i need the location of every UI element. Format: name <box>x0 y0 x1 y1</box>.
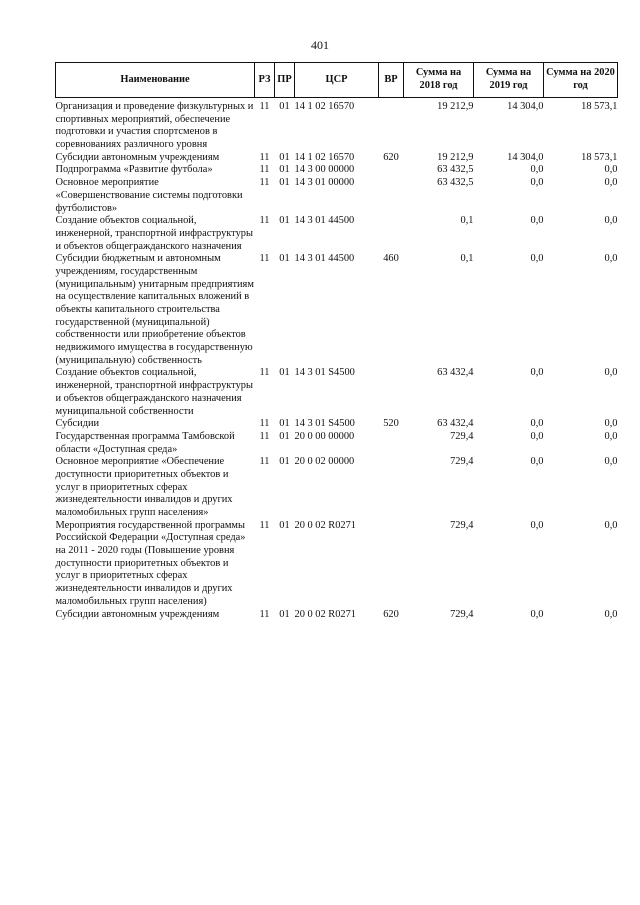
row-vr <box>379 177 404 215</box>
row-csr: 20 0 02 R0271 <box>294 608 356 620</box>
row-sum-2020: 0,0 <box>604 367 618 379</box>
header-2018: Сумма на 2018 год <box>404 63 474 98</box>
row-csr: 20 0 02 00000 <box>294 456 355 468</box>
header-row <box>56 63 618 98</box>
row-vr: 460 <box>383 253 399 265</box>
table-row <box>56 215 618 253</box>
row-csr: 14 3 01 S4500 <box>294 418 355 430</box>
row-sum-2020: 0,0 <box>604 164 618 176</box>
row-vr <box>379 456 404 519</box>
row-rz: 11 <box>259 164 270 176</box>
row-pr: 01 <box>279 430 290 442</box>
row-vr <box>379 367 404 418</box>
row-vr <box>379 164 404 177</box>
row-sum-2019: 0,0 <box>530 608 544 620</box>
row-sum-2020: 0,0 <box>604 253 618 265</box>
row-rz: 11 <box>259 253 270 265</box>
row-vr: 620 <box>383 151 399 163</box>
row-pr: 01 <box>279 456 290 468</box>
table-row <box>56 431 618 456</box>
row-vr: 520 <box>383 418 399 430</box>
row-sum-2020: 18 573,1 <box>581 151 618 163</box>
row-vr <box>379 431 404 456</box>
row-rz: 11 <box>259 177 270 189</box>
row-name: Субсидии автономным учреждениям <box>55 608 220 620</box>
row-pr: 01 <box>279 418 290 430</box>
table-row <box>56 456 618 519</box>
row-csr: 14 1 02 16570 <box>294 151 355 163</box>
header-vr: ВР <box>379 63 404 98</box>
header-2019: Сумма на 2019 год <box>474 63 544 98</box>
header-csr: ЦСР <box>295 63 379 98</box>
row-sum-2018: 729,4 <box>450 430 474 442</box>
row-sum-2018: 0,1 <box>460 253 474 265</box>
row-csr: 20 0 00 00000 <box>294 430 355 442</box>
row-sum-2018: 19 212,9 <box>437 151 474 163</box>
row-csr: 14 3 01 44500 <box>294 215 355 227</box>
row-sum-2018: 0,1 <box>460 215 474 227</box>
row-rz: 11 <box>259 456 270 468</box>
row-rz: 11 <box>259 367 270 379</box>
row-csr: 14 1 02 16570 <box>294 101 355 112</box>
row-sum-2018: 729,4 <box>450 519 474 531</box>
row-rz: 11 <box>259 151 270 163</box>
row-csr: 20 0 02 R0271 <box>294 519 356 531</box>
row-csr: 14 3 01 S4500 <box>294 367 355 379</box>
row-sum-2019: 0,0 <box>530 519 544 531</box>
row-sum-2018: 63 432,5 <box>437 164 474 176</box>
row-sum-2020: 0,0 <box>604 519 618 531</box>
row-vr: 620 <box>383 608 399 620</box>
row-sum-2019: 0,0 <box>530 456 544 468</box>
row-name: Мероприятия государственной программы Российской Федерации «Доступная среда» на 2011 - 2020 годы (Повышение уровня доступности приоритетных объектов и услуг в приоритетных сферах жизнедеятельности инвалидов и других маломобильных групп населения) <box>55 519 246 607</box>
row-sum-2019: 0,0 <box>530 367 544 379</box>
row-name: Субсидии автономным учреждениям <box>55 151 220 163</box>
row-csr: 14 3 01 44500 <box>294 253 355 265</box>
row-sum-2020: 0,0 <box>604 418 618 430</box>
header-pr: ПР <box>275 63 295 98</box>
row-sum-2018: 63 432,5 <box>437 177 474 189</box>
header-name: Наименование <box>56 63 255 98</box>
row-rz: 11 <box>259 519 270 531</box>
row-sum-2019: 0,0 <box>530 430 544 442</box>
row-name: Субсидии <box>55 418 100 430</box>
table-row <box>56 253 618 367</box>
row-name: Создание объектов социальной, инженерной, транспортной инфраструктуры и объектов общегражданского назначения муниципальной собственности <box>55 367 253 417</box>
row-sum-2019: 0,0 <box>530 253 544 265</box>
row-pr: 01 <box>279 253 290 265</box>
row-pr: 01 <box>279 101 290 112</box>
row-csr: 14 3 00 00000 <box>294 164 355 176</box>
row-name: Создание объектов социальной, инженерной, транспортной инфраструктуры и объектов общегражданского назначения <box>55 215 253 252</box>
page-number: 401 <box>311 38 329 52</box>
row-sum-2020: 0,0 <box>604 430 618 442</box>
row-rz: 11 <box>259 215 270 227</box>
budget-table <box>55 62 618 621</box>
row-sum-2019: 14 304,0 <box>507 101 544 112</box>
row-sum-2018: 729,4 <box>450 608 474 620</box>
row-pr: 01 <box>279 215 290 227</box>
row-name: Субсидии бюджетным и автономным учреждениям, государственным (муниципальным) унитарным предприятиям на осуществление капитальных вложений в объекты капитального строительства государственной (муниципальной) собственности или приобретение объектов недвижимого имущества в государственную (муниципальную) собственность <box>55 253 254 366</box>
table-row <box>56 609 618 622</box>
row-sum-2019: 0,0 <box>530 164 544 176</box>
row-pr: 01 <box>279 367 290 379</box>
row-name: Основное мероприятие «Обеспечение доступности приоритетных объектов и услуг в приоритетных сферах жизнедеятельности инвалидов и других маломобильных групп населения» <box>55 456 233 518</box>
row-csr: 14 3 01 00000 <box>294 177 355 189</box>
row-sum-2020: 0,0 <box>604 608 618 620</box>
row-sum-2019: 0,0 <box>530 215 544 227</box>
row-vr <box>379 98 404 152</box>
row-rz: 11 <box>259 608 270 620</box>
row-name: Государственная программа Тамбовской области «Доступная среда» <box>55 430 235 455</box>
row-rz: 11 <box>259 418 270 430</box>
row-sum-2019: 0,0 <box>530 418 544 430</box>
table-row <box>56 367 618 418</box>
row-pr: 01 <box>279 519 290 531</box>
row-sum-2019: 14 304,0 <box>507 151 544 163</box>
row-pr: 01 <box>279 177 290 189</box>
row-sum-2020: 0,0 <box>604 215 618 227</box>
row-sum-2020: 18 573,1 <box>581 101 618 112</box>
table-row <box>56 152 618 165</box>
row-sum-2020: 0,0 <box>604 456 618 468</box>
row-sum-2019: 0,0 <box>530 177 544 189</box>
row-pr: 01 <box>279 151 290 163</box>
table-row <box>56 164 618 177</box>
row-vr <box>379 215 404 253</box>
header-rz: РЗ <box>255 63 275 98</box>
row-sum-2018: 63 432,4 <box>437 418 474 430</box>
row-sum-2018: 19 212,9 <box>437 101 474 112</box>
row-sum-2020: 0,0 <box>604 177 618 189</box>
row-vr <box>379 520 404 609</box>
header-2020: Сумма на 2020 год <box>544 63 618 98</box>
row-name: Организация и проведение физкультурных и спортивных мероприятий, обеспечение подготовки и участия спортсменов в соревнованиях различного уровня <box>55 101 254 151</box>
table-row <box>56 520 618 609</box>
table-row <box>56 98 618 152</box>
row-pr: 01 <box>279 608 290 620</box>
table-row <box>56 418 618 431</box>
row-sum-2018: 729,4 <box>450 456 474 468</box>
row-name: Подпрограмма «Развитие футбола» <box>55 164 213 176</box>
row-sum-2018: 63 432,4 <box>437 367 474 379</box>
row-rz: 11 <box>259 430 270 442</box>
row-rz: 11 <box>259 101 270 112</box>
row-name: Основное мероприятие «Совершенствование системы подготовки футболистов» <box>55 177 243 214</box>
row-pr: 01 <box>279 164 290 176</box>
table-row <box>56 177 618 215</box>
